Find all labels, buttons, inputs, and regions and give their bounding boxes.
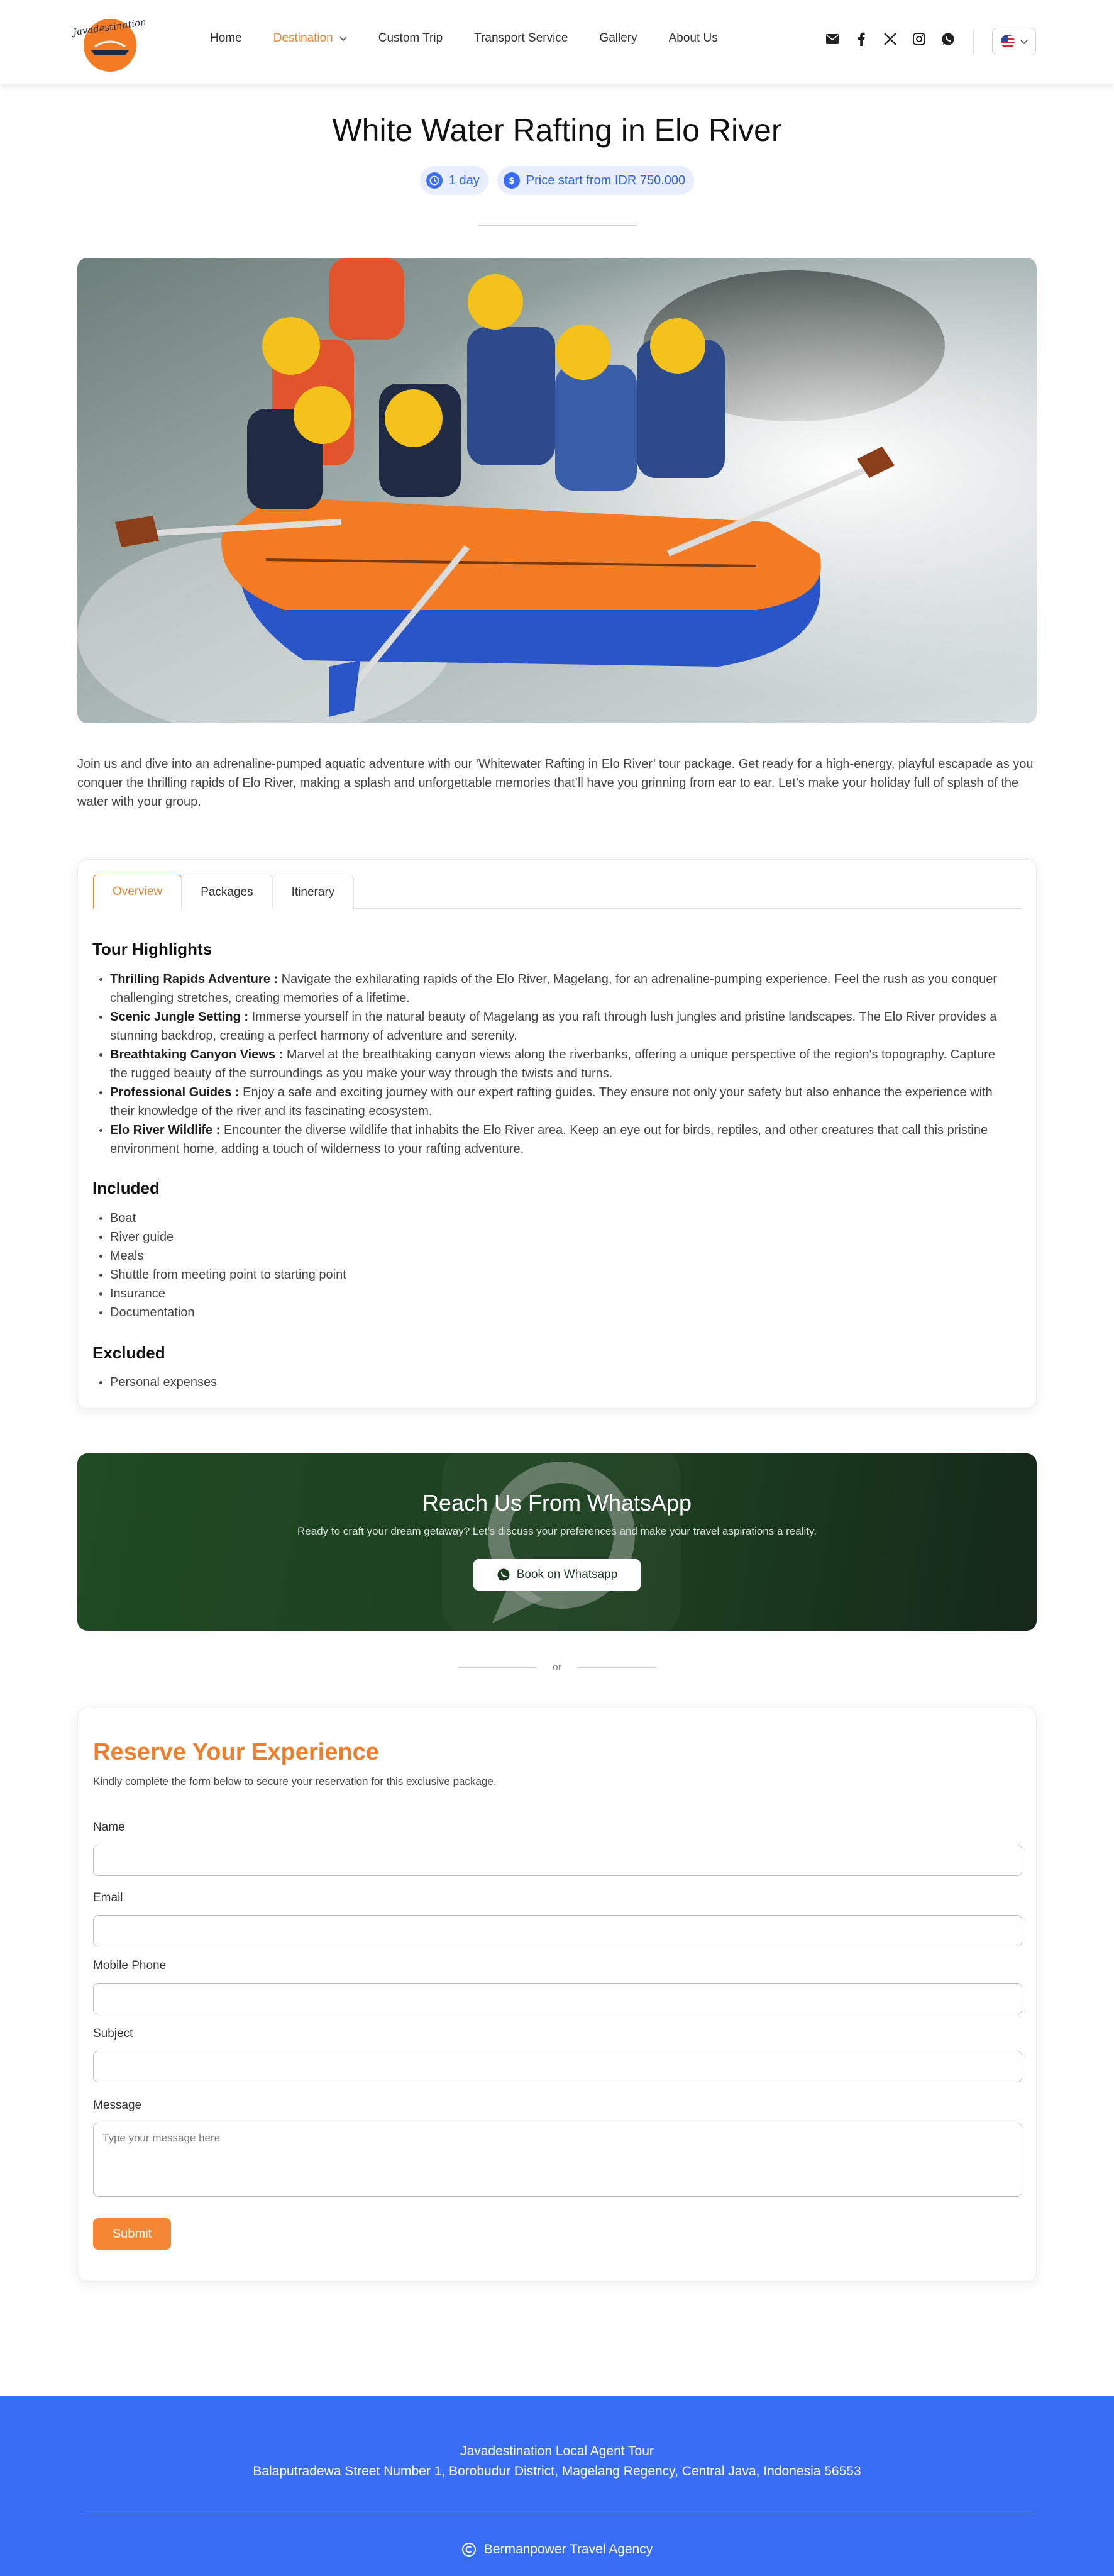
nav-gallery[interactable]	[599, 31, 637, 45]
copyright-icon	[461, 2542, 477, 2557]
excluded-heading: Excluded	[92, 1343, 165, 1362]
nav-destination-label: Destination	[273, 31, 333, 45]
tour-highlights-list	[92, 970, 1015, 1158]
list-item: Boat	[92, 1209, 721, 1228]
list-item: Documentation	[92, 1303, 721, 1322]
highlight-name: Professional Guides :	[110, 1085, 240, 1099]
reservation-form-card	[77, 1707, 1037, 2282]
copyright-text: Bermanpower Travel Agency	[483, 2542, 653, 2557]
mobile-phone-label: Mobile Phone	[93, 1959, 167, 1972]
included-heading: Included	[92, 1179, 160, 1197]
highlight-text: Encounter the diverse wildlife that inhabits the Elo River area. Keep an eye out for birds, reptiles, and other creatures that call this pristine environment home, adding a touch of wilderness to your rafting adventure.	[110, 1123, 988, 1156]
footer-company-name: Javadestination Local Agent Tour	[460, 2444, 654, 2458]
whatsapp-icon	[497, 1568, 510, 1582]
whatsapp-title: Reach Us From WhatsApp	[422, 1490, 692, 1516]
site-header	[0, 0, 1114, 84]
list-item	[92, 1008, 1015, 1045]
us-flag-icon	[1000, 34, 1015, 49]
language-selector[interactable]	[992, 28, 1036, 55]
x-icon[interactable]	[883, 31, 898, 47]
svg-text:$: $	[508, 176, 515, 186]
duration-badge	[420, 166, 488, 195]
tour-badges	[0, 166, 1114, 195]
nav-about-us-label: About Us	[668, 31, 718, 45]
price-text: Price start from IDR 750.000	[526, 173, 686, 187]
nav-transport-service-label: Transport Service	[474, 31, 568, 45]
nav-home[interactable]	[210, 31, 242, 45]
hero-image	[77, 258, 1037, 723]
chevron-down-icon	[1020, 38, 1028, 45]
list-item: Insurance	[92, 1284, 721, 1303]
list-item	[92, 1083, 1015, 1121]
whatsapp-subtitle: Ready to craft your dream getaway? Let's discuss your preferences and make your travel aspirations a reality.	[297, 1525, 817, 1537]
highlight-name: Elo River Wildlife :	[110, 1123, 221, 1137]
list-item: River guide	[92, 1228, 721, 1246]
separator-line	[577, 1667, 656, 1668]
tour-highlights-heading: Tour Highlights	[92, 940, 212, 958]
form-subtitle: Kindly complete the form below to secure your reservation for this exclusive package.	[93, 1775, 497, 1787]
footer-copyright	[0, 2542, 1114, 2557]
book-on-whatsapp-button[interactable]	[473, 1559, 641, 1591]
dollar-icon	[504, 172, 520, 189]
tab-itinerary[interactable]: Itinerary	[272, 875, 355, 909]
name-input[interactable]	[93, 1845, 1022, 1876]
excluded-list	[92, 1373, 721, 1392]
title-divider	[478, 225, 636, 226]
name-label: Name	[93, 1821, 125, 1834]
highlight-name: Thrilling Rapids Adventure :	[110, 972, 278, 986]
or-separator	[458, 1660, 656, 1675]
page-title: White Water Rafting in Elo River	[332, 113, 782, 148]
nav-custom-trip[interactable]	[378, 31, 443, 45]
or-text: or	[552, 1662, 562, 1673]
footer-address: Balaputradewa Street Number 1, Borobudur District, Magelang Regency, Central Java, Indonesia 56553	[253, 2464, 861, 2479]
svg-text:Javadestination: Javadestination	[72, 16, 147, 38]
mobile-phone-input[interactable]	[93, 1983, 1022, 2014]
brand-logo[interactable]	[72, 9, 148, 75]
site-footer	[0, 2396, 1114, 2576]
whatsapp-banner	[77, 1453, 1037, 1631]
subject-input[interactable]	[93, 2051, 1022, 2082]
clock-icon	[426, 172, 443, 189]
list-item	[92, 1121, 1015, 1158]
list-item	[92, 970, 1015, 1008]
list-item	[92, 1045, 1015, 1083]
list-item: Meals	[92, 1246, 721, 1265]
message-label: Message	[93, 2099, 142, 2112]
highlight-text: Enjoy a safe and exciting journey with our expert rafting guides. They ensure not only your safety but also enhance the experience with their knowledge of the river and its fascinating ecosystem.	[110, 1085, 993, 1118]
facebook-icon[interactable]	[854, 31, 869, 47]
included-list	[92, 1209, 721, 1322]
list-item: Personal expenses	[92, 1373, 721, 1392]
tab-overview[interactable]: Overview	[93, 875, 182, 909]
message-textarea[interactable]	[93, 2123, 1022, 2197]
nav-about-us[interactable]	[669, 31, 718, 45]
subject-label: Subject	[93, 2027, 133, 2040]
whatsapp-icon[interactable]	[940, 31, 956, 47]
submit-button[interactable]: Submit	[93, 2218, 171, 2250]
whatsapp-watermark-icon	[77, 1453, 1037, 1631]
main-nav	[210, 31, 749, 45]
highlight-text: Marvel at the breathtaking canyon views along the riverbanks, offering a unique perspective of the region's topography. Capture the rugged beauty of the surroundings as you make your way through the twists and turns.	[110, 1048, 995, 1080]
nav-transport-service[interactable]	[474, 31, 568, 45]
social-links	[825, 31, 956, 47]
tour-intro: Join us and dive into an adrenaline-pumped aquatic adventure with our ‘Whitewater Rafting in Elo River’ tour package. Get ready for a high-energy, playful escapade as you conquer the thrilling rapids of Elo River, making a splash and unforgettable memories that’ll have you grinning from ear to ear. Let’s make your holiday full of splash of the water with your group.	[77, 757, 1034, 809]
separator-line	[458, 1667, 537, 1668]
highlight-text: Immerse yourself in the natural beauty of Magelang as you raft through lush jungles and pristine landscapes. The Elo River provides a stunning backdrop, creating a perfect harmony of adventure and serenity.	[110, 1010, 997, 1043]
nav-destination[interactable]	[273, 31, 347, 45]
book-on-whatsapp-label: Book on Whatsapp	[516, 1568, 618, 1581]
form-title: Reserve Your Experience	[93, 1739, 379, 1765]
nav-gallery-label: Gallery	[599, 31, 637, 45]
chevron-down-icon	[339, 35, 347, 42]
email-label: Email	[93, 1891, 123, 1904]
nav-home-label: Home	[210, 31, 242, 45]
highlight-name: Breathtaking Canyon Views :	[110, 1048, 284, 1062]
duration-text: 1 day	[448, 173, 480, 187]
tour-tabs	[93, 875, 1022, 909]
mail-icon[interactable]	[825, 31, 840, 47]
highlight-text: Navigate the exhilarating rapids of the Elo River, Magelang, for an adrenaline-pumping experience. Feel the rush as you conquer challenging stretches, creating memories of a lifetime.	[110, 972, 998, 1005]
tab-packages[interactable]: Packages	[181, 875, 272, 909]
instagram-icon[interactable]	[912, 31, 927, 47]
list-item: Shuttle from meeting point to starting point	[92, 1265, 721, 1284]
highlight-name: Scenic Jungle Setting :	[110, 1010, 249, 1024]
price-badge	[497, 166, 694, 195]
header-divider	[973, 29, 974, 54]
email-input[interactable]	[93, 1915, 1022, 1946]
nav-custom-trip-label: Custom Trip	[378, 31, 443, 45]
